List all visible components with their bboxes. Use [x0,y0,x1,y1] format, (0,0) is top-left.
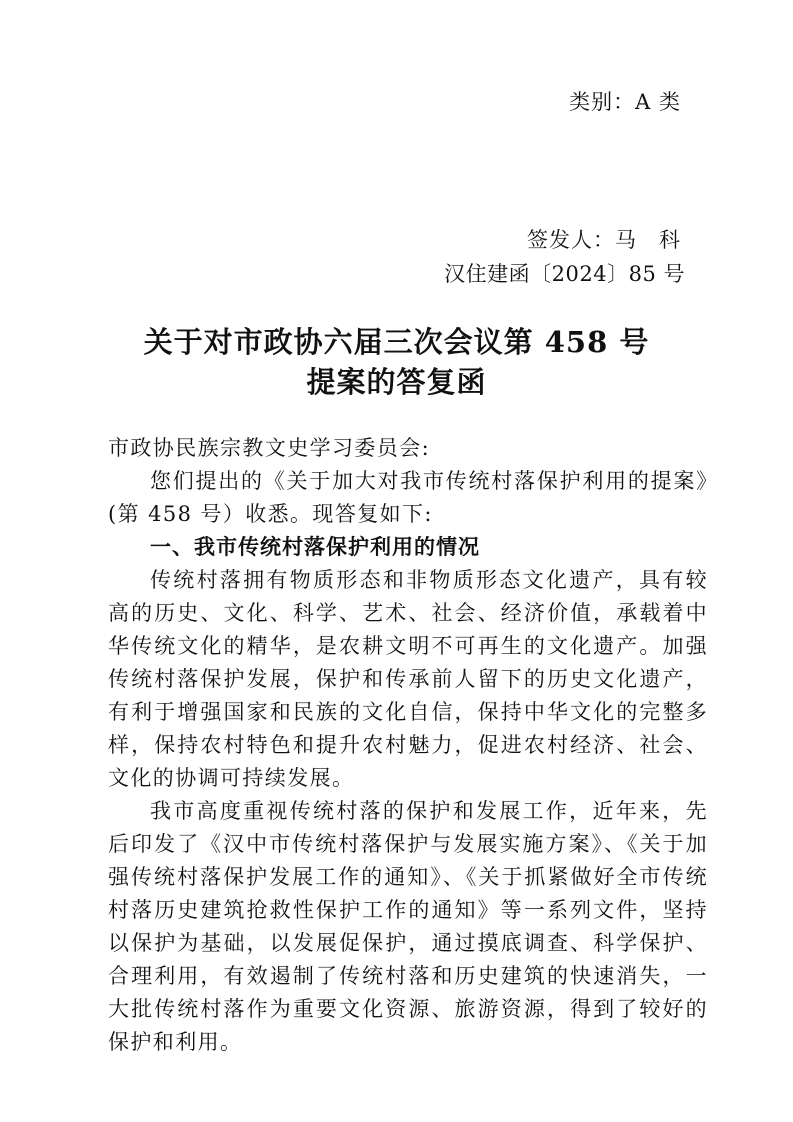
document-body [108,465,708,1059]
document-title-line-2: 提案的答复函 [306,365,487,399]
document-category: 类别：A 类 [569,90,681,114]
section-heading: 一、我市传统村落保护利用的情况 [150,535,480,559]
addressee: 市政协民族宗教文史学习委员会: [108,436,431,460]
document-number: 汉住建函〔2024〕85 号 [444,262,685,286]
document-title-line-1: 关于对市政协六届三次会议第 458 号 [143,325,650,359]
intro-paragraph: 您们提出的《关于加大对我市传统村落保护利用的提案》(第 458 号）收悉。现答复如下: [108,469,708,526]
body-paragraph: 我市高度重视传统村落的保护和发展工作，近年来，先后印发了《汉中市传统村落保护与发展实施方案》、《关于加强传统村落保护发展工作的通知》、《关于抓紧做好全市传统村落历史建筑抢救性保护工作的通知》等一系列文件，坚持以保护为基础，以发展促保护，通过摸底调查、科学保护、合理利用，有效遏制了传统村落和历史建筑的快速消失，一大批传统村落作为重要文化资源、旅游资源，得到了较好的保护和利用。 [108,799,708,1054]
body-paragraph: 传统村落拥有物质形态和非物质形态文化遗产，具有较高的历史、文化、科学、艺术、社会、经济价值，承载着中华传统文化的精华，是农耕文明不可再生的文化遗产。加强传统村落保护发展，保护和传承前人留下的历史文化遗产，有利于增强国家和民族的文化自信，保持中华文化的完整多样，保持农村特色和提升农村魅力，促进农村经济、社会、文化的协调可持续发展。 [108,568,708,790]
signer-line: 签发人：马 科 [527,228,681,252]
